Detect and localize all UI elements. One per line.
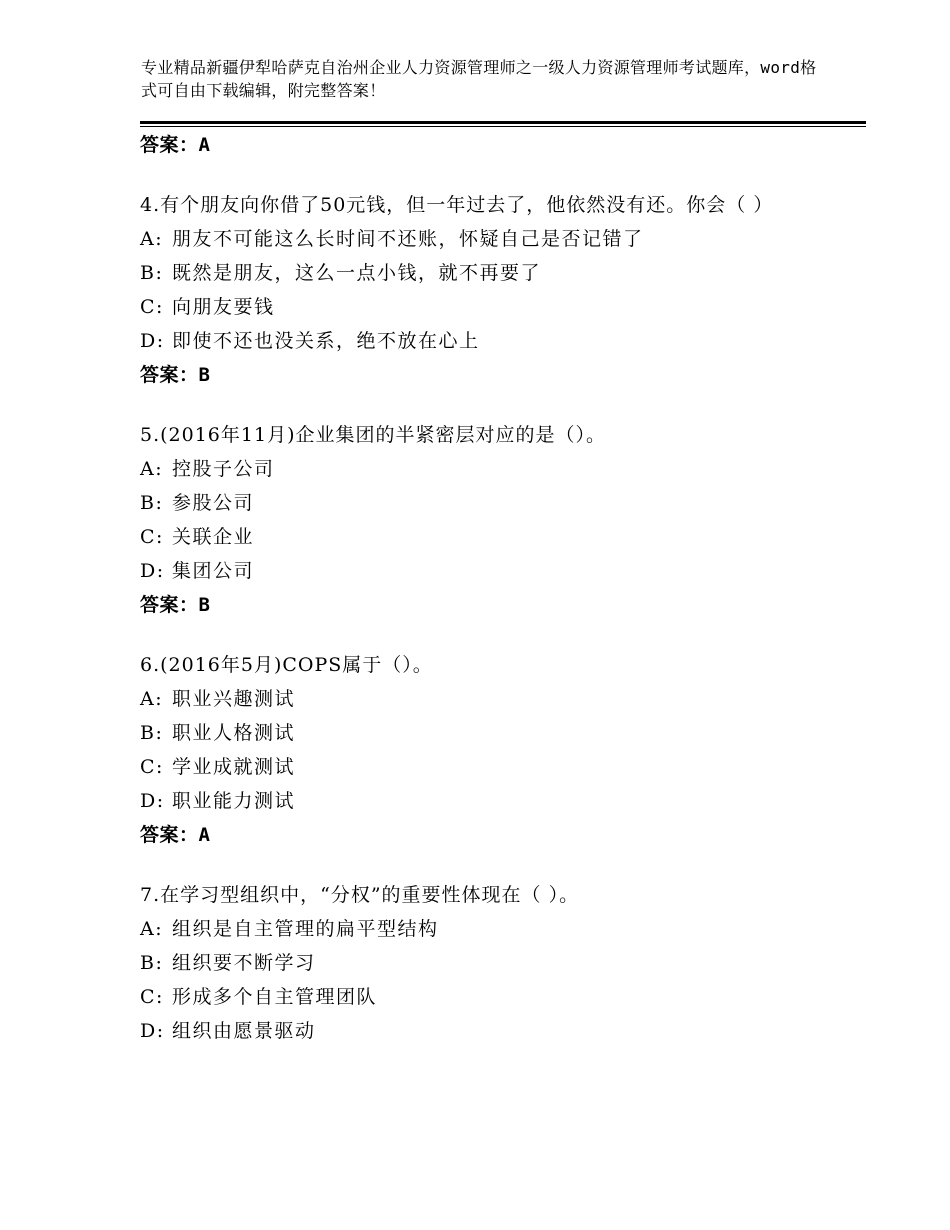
question-title: 4.有个朋友向你借了50元钱，但一年过去了，他依然没有还。你会（ ） [140, 194, 774, 216]
option-c [140, 290, 840, 324]
question-title: 5.(2016年11月)企业集团的半紧密层对应的是（）。 [140, 424, 606, 446]
option-key: D: [140, 790, 165, 812]
option-key: A: [140, 458, 164, 480]
option-a [140, 222, 840, 256]
option-c [140, 520, 840, 554]
option-key: B: [140, 492, 164, 514]
question-5 [140, 418, 840, 622]
option-text: 既然是朋友，这么一点小钱，就不再要了 [172, 262, 542, 284]
question-6 [140, 648, 840, 852]
answer-line: 答案：A [140, 824, 211, 846]
option-text: 组织由愿景驱动 [172, 1020, 316, 1042]
option-c [140, 750, 840, 784]
option-text: 职业兴趣测试 [172, 688, 296, 710]
option-key: B: [140, 952, 164, 974]
option-b [140, 256, 840, 290]
option-text: 组织要不断学习 [172, 952, 316, 974]
question-title: 6.(2016年5月)COPS属于（）。 [140, 654, 433, 676]
option-key: A: [140, 918, 164, 940]
option-text: 即使不还也没关系，绝不放在心上 [172, 330, 480, 352]
option-text: 职业能力测试 [172, 790, 296, 812]
question-title: 7.在学习型组织中，“分权”的重要性体现在（ ）。 [140, 884, 580, 906]
option-text: 向朋友要钱 [172, 296, 275, 318]
option-key: C: [140, 296, 164, 318]
question-content [140, 128, 840, 1048]
document-header: 专业精品新疆伊犁哈萨克自治州企业人力资源管理师之一级人力资源管理师考试题库，word格式可自由下载编辑，附完整答案！ [141, 58, 817, 100]
option-text: 职业人格测试 [172, 722, 296, 744]
option-text: 朋友不可能这么长时间不还账，怀疑自己是否记错了 [172, 228, 644, 250]
option-text: 集团公司 [172, 560, 255, 582]
option-key: B: [140, 722, 164, 744]
option-key: A: [140, 228, 164, 250]
question-7 [140, 878, 840, 1048]
header-rule-thin [140, 126, 866, 127]
option-key: A: [140, 688, 164, 710]
option-a [140, 912, 840, 946]
answer-line: 答案：B [140, 364, 211, 386]
option-b [140, 946, 840, 980]
option-d [140, 784, 840, 818]
option-b [140, 486, 840, 520]
header-rule-thick [140, 121, 866, 124]
option-a [140, 682, 840, 716]
option-d [140, 1014, 840, 1048]
option-key: C: [140, 526, 164, 548]
option-key: C: [140, 756, 164, 778]
option-b [140, 716, 840, 750]
option-text: 学业成就测试 [172, 756, 296, 778]
option-a [140, 452, 840, 486]
option-d [140, 324, 840, 358]
answer-line: 答案：A [140, 134, 211, 156]
option-text: 形成多个自主管理团队 [172, 986, 378, 1008]
option-text: 参股公司 [172, 492, 255, 514]
option-key: D: [140, 560, 165, 582]
option-key: B: [140, 262, 164, 284]
option-c [140, 980, 840, 1014]
option-d [140, 554, 840, 588]
question-4 [140, 188, 840, 392]
option-text: 组织是自主管理的扁平型结构 [172, 918, 439, 940]
option-key: C: [140, 986, 164, 1008]
option-text: 控股子公司 [172, 458, 275, 480]
option-key: D: [140, 330, 165, 352]
option-text: 关联企业 [172, 526, 255, 548]
option-key: D: [140, 1020, 165, 1042]
answer-line: 答案：B [140, 594, 211, 616]
